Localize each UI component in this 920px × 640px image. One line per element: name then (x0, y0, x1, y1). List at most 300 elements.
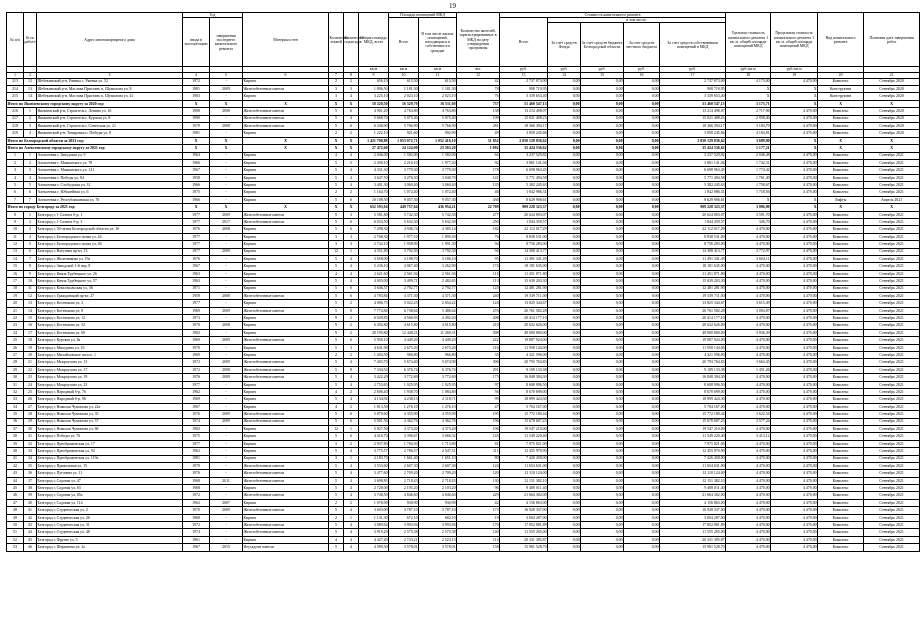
table-cell: 3 603,00 (359, 507, 389, 514)
table-cell: Комплекс (818, 174, 864, 181)
subtotal-cell: X (243, 100, 329, 107)
table-cell: 11 654 631,00 (660, 462, 726, 469)
subtotal-cell: X (864, 137, 920, 144)
table-cell: 3 (329, 93, 344, 100)
table-cell: Кирпич (243, 315, 329, 322)
table-cell: Сентябрь 2021 (864, 278, 920, 285)
table-cell: 29 (24, 418, 37, 425)
table-cell: 1972 (183, 522, 210, 529)
table-cell: 20 414 177,10 (660, 315, 726, 322)
table-cell: Сентябрь 2021 (864, 418, 920, 425)
table-cell: Кирпич (243, 514, 329, 521)
table-cell: 3 772,97 (726, 248, 771, 255)
table-cell: Сентябрь 2021 (864, 448, 920, 455)
table-cell: Сентябрь 2021 (864, 381, 920, 388)
table-cell: 4 470,00 (726, 507, 771, 514)
col-header-deadline: Плановая дата завершения работ (864, 13, 920, 67)
table-cell: 5 075,40 (419, 115, 457, 122)
table-cell: 0,00 (624, 411, 660, 418)
table-cell: 44 (7, 477, 24, 484)
table-cell: 3 993,94 (419, 522, 457, 529)
table-cell: 56 (457, 389, 500, 396)
table-cell: Сентябрь 2021 (864, 352, 920, 359)
table-cell: Кирпич (243, 174, 329, 181)
col-header-cost-total: Всего (500, 18, 548, 67)
table-cell: - (210, 285, 243, 292)
table-cell: 15 021 408,23 (660, 115, 726, 122)
table-cell: 7 426 458,00 (500, 455, 548, 462)
table-cell: 0,00 (548, 115, 581, 122)
table-cell: 8 (344, 307, 359, 314)
table-cell: 3 262,90 (419, 263, 457, 270)
table-cell: 213 (7, 78, 24, 85)
table-cell: 5 (329, 226, 344, 233)
column-number-cell: 12 (457, 73, 500, 79)
table-cell: 2 792,77 (419, 285, 457, 292)
table-cell: 0,00 (581, 529, 624, 536)
subtotal-cell: 27 472,60 (359, 145, 389, 152)
table-cell: 5 766,90 (419, 122, 457, 129)
table-cell: 5 (329, 167, 344, 174)
table-cell: 0,00 (581, 359, 624, 366)
table-cell: 216 (7, 108, 24, 115)
table-cell: - (210, 189, 243, 196)
table-cell: 5 (329, 292, 344, 299)
table-cell: 9 408 011,40 (660, 485, 726, 492)
table-cell: 5 (329, 448, 344, 455)
table-cell: 3 591,70 (726, 211, 771, 218)
table-cell: 49 000 800,00 (500, 329, 548, 336)
table-cell: Комплекс (818, 529, 864, 536)
table-cell: 8 (24, 263, 37, 270)
table-cell: 34 (7, 403, 24, 410)
table-cell: 0,00 (581, 403, 624, 410)
table-cell: Железобетонные панели (243, 529, 329, 536)
table-cell: 3 646,57 (359, 285, 389, 292)
table-row (7, 255, 920, 262)
table-cell: Комплекс (818, 433, 864, 440)
table-cell: 8 608 996,50 (500, 381, 548, 388)
table-cell: Сентябрь 2020 (864, 108, 920, 115)
unit-cell: руб. (548, 67, 581, 73)
column-number-cell: 7 (329, 73, 344, 79)
col-header-max-cost: Предельная стоимость капитального ремонта 1 кв. м. общей площади помещений МКД (771, 13, 818, 67)
table-cell: 4 (344, 255, 359, 262)
table-cell: 2 675,20 (389, 344, 419, 351)
table-cell: 130 (457, 477, 500, 484)
table-cell: 11 (24, 285, 37, 292)
table-cell: 9 (329, 315, 344, 322)
table-cell: Кирпич (243, 270, 329, 277)
table-cell: 2 118,71 (419, 396, 457, 403)
table-cell: 0,00 (548, 122, 581, 129)
table-cell: 3 604,11 (726, 255, 771, 262)
table-cell: Сентябрь 2021 (864, 322, 920, 329)
col-header-n-pp: № п/п (7, 13, 24, 67)
table-cell: 7 426 458,00 (660, 455, 726, 462)
table-cell: 4 156 863,00 (660, 499, 726, 506)
table-row (7, 182, 920, 189)
table-cell: 0,00 (581, 300, 624, 307)
table-cell: 4 470,00 (771, 315, 818, 322)
table-cell: - (210, 278, 243, 285)
table-cell: 656,10 (359, 78, 389, 85)
table-cell: 0,00 (548, 381, 581, 388)
table-cell: 0,00 (624, 352, 660, 359)
table-cell: 6 698 963,45 (660, 167, 726, 174)
table-cell: 4 (344, 374, 359, 381)
address-cell: Белгород г, Костюкова ул, 8 (37, 307, 183, 314)
table-cell: 0,00 (624, 189, 660, 196)
table-cell: Кирпич (243, 233, 329, 240)
subtotal-cell: X (771, 100, 818, 107)
table-cell: Сентябрь 2020 (864, 122, 920, 129)
table-cell: 20 414 177,10 (500, 315, 548, 322)
table-cell: 2 (7, 159, 24, 166)
table-cell: 4 355,90 (419, 411, 457, 418)
table-cell: 0,00 (624, 344, 660, 351)
table-cell: 326,70 (726, 219, 771, 226)
table-cell: 0,00 (581, 477, 624, 484)
table-cell: 215 (7, 93, 24, 100)
table-cell: 2009 (210, 418, 243, 425)
table-cell: 0,00 (624, 270, 660, 277)
table-cell: 2 717,96 (726, 108, 771, 115)
table-cell: 3 237 529,82 (500, 152, 548, 159)
table-cell: 46 (457, 189, 500, 196)
table-cell: 12 481 281,90 (660, 285, 726, 292)
table-cell: 4 470,00 (771, 374, 818, 381)
table-cell: 32 (24, 440, 37, 447)
table-cell: 5 674,40 (389, 359, 419, 366)
unit-cell: руб. (581, 67, 624, 73)
table-cell: 13 825 344,67 (500, 300, 548, 307)
table-cell: - (210, 167, 243, 174)
subtotal-cell: 3 986,80 (726, 204, 771, 211)
table-cell: Комплекс (818, 462, 864, 469)
table-cell: 0,00 (581, 159, 624, 166)
table-cell: 42 (7, 462, 24, 469)
table-cell: 19 887 924,00 (500, 337, 548, 344)
table-cell: 5 901,56 (359, 418, 389, 425)
table-cell: 276 (457, 307, 500, 314)
table-cell: 4 470,00 (771, 366, 818, 373)
table-cell: 4 470,00 (771, 440, 818, 447)
table-cell: 5 (329, 159, 344, 166)
table-cell: 5 (329, 433, 344, 440)
table-cell: 1988 (183, 108, 210, 115)
table-cell: 0,00 (624, 219, 660, 226)
table-cell: 41 (7, 455, 24, 462)
table-cell: 9 408 011,40 (500, 485, 548, 492)
table-cell: 42 (24, 514, 37, 521)
table-cell: 1 (24, 152, 37, 159)
table-cell: 0,00 (581, 122, 624, 129)
table-cell: 3 779,30 (419, 167, 457, 174)
table-cell: Комплекс (818, 418, 864, 425)
table-cell: 5 870,60 (359, 411, 389, 418)
table-cell: 508 (457, 329, 500, 336)
table-cell: 4 470,00 (726, 226, 771, 233)
table-cell: 8 838 531,00 (500, 233, 548, 240)
table-cell: 195 (457, 411, 500, 418)
table-cell: 0,00 (581, 389, 624, 396)
table-row (7, 233, 920, 240)
table-cell: 0,00 (548, 499, 581, 506)
address-cell: Белгород г, Николая Чумичова ул, 68 (37, 425, 183, 432)
table-row (7, 278, 920, 285)
table-cell: Железобетонные панели (243, 337, 329, 344)
table-cell: 0,00 (624, 366, 660, 373)
table-cell: 21 (7, 307, 24, 314)
table-row (7, 130, 920, 137)
table-cell: 0,00 (548, 433, 581, 440)
table-cell: - (210, 485, 243, 492)
table-cell: 1 842 986,31 (500, 189, 548, 196)
table-row (7, 85, 920, 92)
table-cell: 3 (344, 233, 359, 240)
table-cell: 2 046,48 (726, 152, 771, 159)
table-cell: Комплекс (818, 285, 864, 292)
table-cell: 13 214 498,07 (660, 108, 726, 115)
table-cell: 4 641,90 (359, 344, 389, 351)
table-cell: 3 186,10 (419, 255, 457, 262)
table-cell: 2008 (210, 322, 243, 329)
table-cell: 37 (7, 425, 24, 432)
table-cell: 15 678 607,23 (500, 418, 548, 425)
column-number-cell: 2 (24, 73, 37, 79)
table-cell: 682,10 (419, 514, 457, 521)
table-cell: 1 222,10 (359, 130, 389, 137)
table-cell: Комплекс (818, 122, 864, 129)
table-cell: 12 110 124,00 (500, 470, 548, 477)
table-cell: Комплекс (818, 448, 864, 455)
table-cell: 1 813,50 (359, 403, 389, 410)
col-header-unit-cost: Удельная стоимость капитального ремонта 1 кв. м. общей площади помещений МКД (726, 13, 771, 67)
table-cell: 1 (344, 514, 359, 521)
table-cell: 44 (24, 529, 37, 536)
subtotal-row (7, 145, 920, 152)
table-cell: 0,00 (581, 396, 624, 403)
table-cell: 908 719,95 (660, 85, 726, 92)
table-cell: 12 (7, 241, 24, 248)
table-cell: Комплекс (818, 167, 864, 174)
table-cell: 1 890,30 (419, 233, 457, 240)
table-cell: 27 (7, 352, 24, 359)
subtotal-cell: 0,00 (624, 145, 660, 152)
table-cell: Кирпич (243, 159, 329, 166)
table-cell: Комплекс (818, 440, 864, 447)
table-cell: 2008 (210, 108, 243, 115)
table-cell: - (210, 329, 243, 336)
table-cell: 1 276,10 (389, 403, 419, 410)
table-cell: 5 382 245,63 (500, 182, 548, 189)
table-cell: 2 (344, 130, 359, 137)
table-cell: 43 (7, 470, 24, 477)
table-cell: 1 (24, 108, 37, 115)
table-cell: 1962 (183, 389, 210, 396)
table-cell: 218 (7, 122, 24, 129)
table-cell: Сентябрь 2021 (864, 536, 920, 543)
table-cell: 240 (457, 292, 500, 299)
table-cell: 0,00 (581, 285, 624, 292)
col-header-commissioning: ввода в эксплуатацию (183, 18, 210, 67)
table-cell: 4 (344, 462, 359, 469)
table-cell: 4 373,20 (419, 425, 457, 432)
address-cell: Белгород г, Преображенская ул, 17 (37, 440, 183, 447)
table-cell: 7 (24, 196, 37, 203)
address-cell: Белгород г, Садовая ул, 63 (37, 485, 183, 492)
table-cell: 2008 (210, 122, 243, 129)
table-cell: 1 276,10 (419, 403, 457, 410)
table-cell: 3 396,67 (389, 433, 419, 440)
table-row (7, 93, 920, 100)
table-row (7, 322, 920, 329)
table-cell: 3 188,70 (389, 255, 419, 262)
table-cell: 1 938,70 (389, 389, 419, 396)
table-cell: 4 470,00 (726, 263, 771, 270)
table-cell: 6 (344, 337, 359, 344)
table-cell: Кирпич (243, 448, 329, 455)
table-row (7, 366, 920, 373)
table-row (7, 174, 920, 181)
table-cell: 2 (329, 78, 344, 85)
table-cell: 0,00 (581, 352, 624, 359)
table-cell: 5 766,90 (389, 122, 419, 129)
table-cell: Кирпич (243, 255, 329, 262)
table-cell: 16 848 394,30 (660, 374, 726, 381)
table-cell: 1 842 986,31 (660, 189, 726, 196)
table-cell: 1970 (183, 344, 210, 351)
table-cell: 4 (329, 403, 344, 410)
table-cell: 4 470,00 (771, 433, 818, 440)
table-cell: 5 771 494,58 (500, 174, 548, 181)
table-cell: 1 742,31 (726, 159, 771, 166)
table-cell: 1 072,40 (389, 189, 419, 196)
table-cell: 2009 (210, 248, 243, 255)
table-cell: 143 (457, 433, 500, 440)
subtotal-cell: X (243, 204, 329, 211)
table-cell: 1 806,50 (359, 85, 389, 92)
table-cell: 3 (329, 85, 344, 92)
table-cell: 16 928 337,00 (660, 507, 726, 514)
table-cell: Сентябрь 2021 (864, 241, 920, 248)
table-cell: Сентябрь 2021 (864, 403, 920, 410)
subtotal-cell: 51 460 547,13 (500, 100, 548, 107)
table-cell: 4 470,00 (771, 219, 818, 226)
table-cell: 2 (24, 115, 37, 122)
table-cell: 2 (344, 499, 359, 506)
table-cell: 0,00 (581, 115, 624, 122)
table-cell: 4 (329, 152, 344, 159)
table-cell: 5 (329, 359, 344, 366)
table-cell: 4 371,30 (389, 292, 419, 299)
table-cell: 4 470,00 (771, 329, 818, 336)
table-cell: 0,00 (548, 270, 581, 277)
table-cell: 9 109 133,38 (660, 366, 726, 373)
table-cell: 4 470,00 (771, 462, 818, 469)
table-cell: 12 (24, 78, 37, 85)
subtotal-cell: X (210, 204, 243, 211)
table-cell: 0,00 (624, 292, 660, 299)
table-cell: 5 (329, 108, 344, 115)
table-cell: 0,00 (624, 130, 660, 137)
table-cell: 0,00 (548, 366, 581, 373)
table-cell: 3 184,79 (726, 122, 771, 129)
table-cell: Комплекс (818, 300, 864, 307)
address-cell: Белгород г, Победы ул, 76 (37, 433, 183, 440)
table-cell: 3 237 529,82 (660, 152, 726, 159)
table-cell: 615,50 (389, 78, 419, 85)
table-row (7, 477, 920, 484)
column-number-cell: 8 (344, 73, 359, 79)
table-cell: 2 (344, 315, 359, 322)
table-cell: Лифты (818, 196, 864, 203)
table-cell: 5 (329, 477, 344, 484)
table-row (7, 411, 920, 418)
table-cell: 6 492,80 (359, 322, 389, 329)
table-cell: Кирпич (243, 78, 329, 85)
table-cell: Железобетонные панели (243, 219, 329, 226)
table-cell: 250 (457, 219, 500, 226)
table-cell: 4 470,00 (771, 278, 818, 285)
unit-cell: руб. (500, 67, 548, 73)
table-header (7, 13, 920, 79)
table-cell: 2 607,30 (419, 462, 457, 469)
table-cell: 1 925,95 (389, 381, 419, 388)
table-cell: 4 470,00 (771, 522, 818, 529)
table-cell: Сентябрь 2021 (864, 522, 920, 529)
table-cell: 4 470,00 (726, 492, 771, 499)
table-cell: 47 (7, 499, 24, 506)
table-cell: 1968 (183, 485, 210, 492)
table-cell: 4 470,00 (771, 359, 818, 366)
col-header-n-work: № по работе (24, 13, 37, 67)
table-cell: 20 195,80 (359, 329, 389, 336)
table-cell: 0,00 (548, 411, 581, 418)
table-cell: 0,00 (548, 307, 581, 314)
table-cell: 1 713,80 (419, 440, 457, 447)
subtotal-cell: 909 228 323,37 (500, 204, 548, 211)
table-cell: 0,00 (624, 381, 660, 388)
table-cell: 19 (24, 344, 37, 351)
table-cell: 0,00 (548, 78, 581, 85)
table-cell: Сентябрь 2021 (864, 470, 920, 477)
table-cell: 0,00 (548, 285, 581, 292)
table-cell: 0,00 (548, 485, 581, 492)
table-cell: 0,00 (624, 122, 660, 129)
table-cell: Железобетонные панели (243, 418, 329, 425)
table-cell: 12 455 970,90 (660, 448, 726, 455)
table-cell: 9 109 133,38 (500, 366, 548, 373)
table-cell: 4 470,00 (726, 403, 771, 410)
table-cell: Кирпич (243, 93, 329, 100)
table-cell: 4 470,00 (726, 389, 771, 396)
table-cell: 16 848 394,30 (500, 374, 548, 381)
col-header-area-total: Всего (389, 18, 419, 67)
table-cell: Сентябрь 2021 (864, 255, 920, 262)
table-cell: 4 470,00 (726, 529, 771, 536)
address-cell: Белгород г, Костюкова ул, 12 (37, 315, 183, 322)
table-cell: Сентябрь 2021 (864, 300, 920, 307)
table-cell: 3 533,60 (359, 462, 389, 469)
table-cell: 2 (329, 352, 344, 359)
table-row (7, 455, 920, 462)
table-cell: Железобетонные панели (243, 292, 329, 299)
subtotal-cell: 0,00 (624, 100, 660, 107)
table-cell: 4 156 863,00 (500, 499, 548, 506)
table-cell: 0,00 (548, 182, 581, 189)
